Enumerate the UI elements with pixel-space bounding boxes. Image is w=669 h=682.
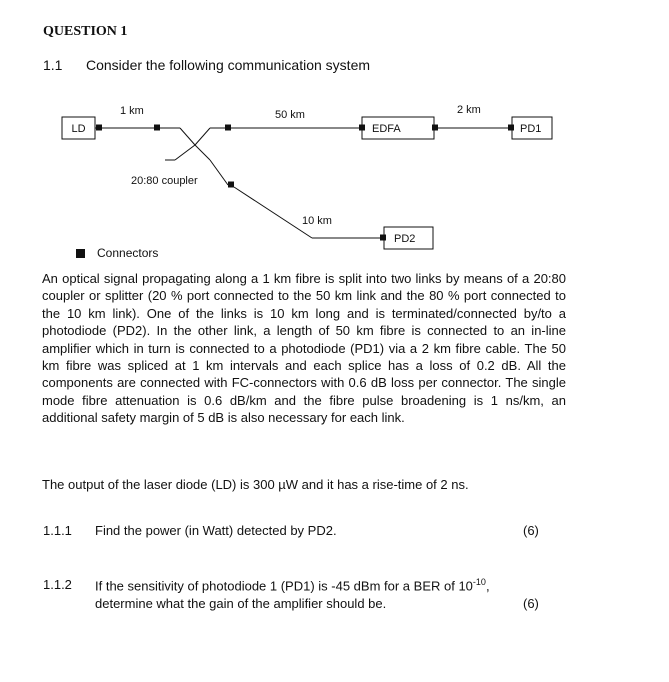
- output-statement: The output of the laser diode (LD) is 300 µW and it has a rise-time of 2 ns.: [42, 477, 469, 492]
- question-text-suffix: ,: [485, 578, 490, 594]
- problem-paragraph: An optical signal propagating along a 1 km fibre is split into two links by means of a 20:80 coupler or splitter (20 % port connected to the 50 km link and the 80 % port connected to the 10 km link). One of the links is 10 km long and is terminated/connected by/to a photodiode (PD2). In the other link, a length of 50 km fibre is connected to an in-line amplifier which in turn is connected to a photodiode (PD1) via a 2 km fibre cable. The 50 km fibre was spliced at 1 km intervals and each splice has a loss of 0.2 dB. All the components are connected with FC-connectors with 0.6 dB loss per connector. The single mode fibre attenuation is 0.6 dB/km and the fibre pulse broadening is 1 ns/km, an additional safety margin of 5 dB is also necessary for each link.: [42, 271, 566, 426]
- connector: [508, 125, 514, 131]
- coupler-label: 20:80 coupler: [131, 175, 198, 187]
- section-intro: Consider the following communication system: [86, 57, 371, 73]
- connector: [380, 235, 386, 241]
- connector-legend-icon: [76, 249, 85, 258]
- label-50km: 50 km: [275, 109, 305, 121]
- question-text-line1: [95, 577, 490, 593]
- label-2km: 2 km: [457, 104, 481, 116]
- legend-label: Connectors: [97, 246, 159, 260]
- connector: [228, 182, 234, 188]
- connector: [96, 125, 102, 131]
- pd2-label: PD2: [394, 233, 416, 245]
- connector: [225, 125, 231, 131]
- edfa-label: EDFA: [372, 123, 401, 135]
- fibre-10km: [234, 187, 312, 238]
- legend: [76, 246, 158, 260]
- connector: [432, 125, 438, 131]
- coupler-arm: [180, 128, 195, 145]
- system-diagram: [0, 90, 669, 250]
- ld-label: LD: [71, 123, 86, 135]
- question-title: QUESTION 1: [43, 24, 128, 39]
- section-number: 1.1: [43, 57, 63, 73]
- connector: [154, 125, 160, 131]
- question-text-prefix: If the sensitivity of photodiode 1 (PD1) is -45 dBm for a BER of 10: [95, 578, 473, 594]
- question-marks: (6): [523, 596, 539, 611]
- ber-exponent: -10: [472, 577, 486, 587]
- question-marks: (6): [523, 523, 539, 538]
- question-text-line2: determine what the gain of the amplifier should be.: [95, 596, 387, 611]
- connector: [359, 125, 365, 131]
- question-text: Find the power (in Watt) detected by PD2.: [95, 523, 337, 538]
- question-number: 1.1.2: [43, 577, 72, 592]
- label-10km: 10 km: [302, 215, 332, 227]
- pd1-label: PD1: [520, 123, 542, 135]
- question-number: 1.1.1: [43, 523, 72, 538]
- label-1km: 1 km: [120, 105, 144, 117]
